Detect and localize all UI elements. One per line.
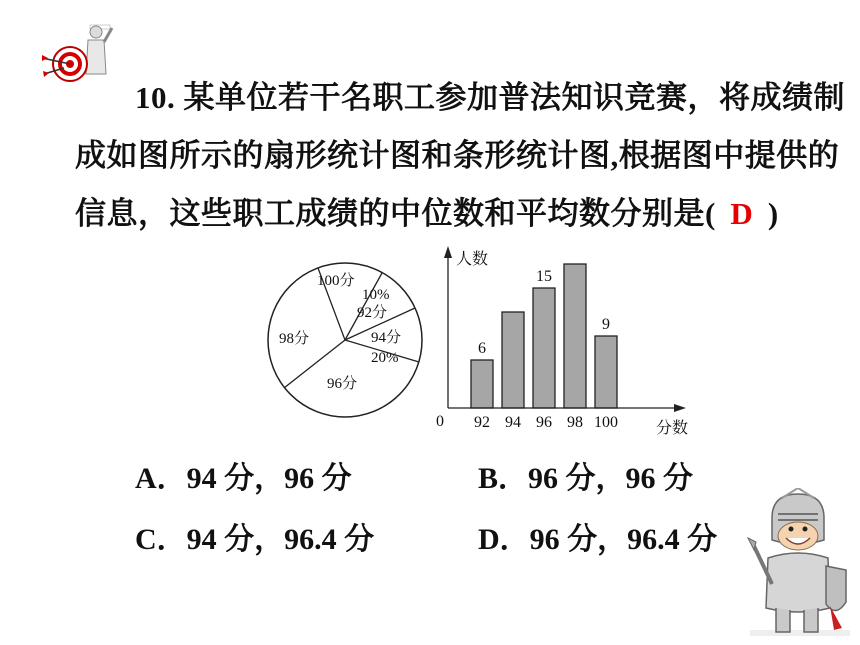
x-axis-label: 分数 (656, 420, 689, 437)
data-label-96: 15 (536, 268, 552, 285)
data-label-100: 9 (602, 316, 610, 333)
data-label-92: 6 (478, 340, 486, 357)
question-line-2 (75, 130, 839, 175)
pie-chart (260, 255, 430, 425)
option-d: D．96 分，96.4 分 (478, 523, 718, 556)
question-number: 10. (135, 80, 176, 115)
option-b: B．96 分，96 分 (478, 462, 694, 495)
x-tick-label-100: 100 (594, 414, 618, 431)
bar-98 (564, 264, 586, 408)
option-a: A．94 分，96 分 (135, 462, 352, 495)
question-line1-text: 某单位若干名职工参加普法知识竞赛，将成绩制 (183, 80, 845, 115)
question-line-1 (135, 72, 845, 117)
pie-label-92: 92分 (357, 305, 388, 321)
question-line3-close: ) (767, 196, 779, 231)
question-line-3 (75, 188, 779, 233)
bar-chart (430, 240, 700, 440)
bar-94 (502, 312, 524, 408)
bar-92 (471, 360, 493, 408)
target-figure-icon (40, 22, 115, 88)
x-tick-label-96: 96 (536, 414, 552, 431)
knight-mascot-icon (742, 488, 854, 640)
question-line3-text: 信息，这些职工成绩的中位数和平均数分别是( (75, 196, 716, 231)
y-axis-label: 人数 (456, 251, 489, 268)
x-tick-label-94: 94 (505, 414, 521, 431)
x-axis-arrow (674, 404, 686, 412)
option-c: C．94 分，96.4 分 (135, 523, 375, 556)
pie-pct-94: 20% (371, 350, 399, 366)
x-tick-label-98: 98 (567, 414, 583, 431)
question-line2-text: 成如图所示的扇形统计图和条形统计图,根据图中提供的 (75, 138, 840, 173)
origin-label: 0 (436, 413, 444, 430)
pie-pct-100: 10% (362, 287, 390, 303)
pie-label-98: 98分 (279, 331, 310, 347)
answer-mark: D (730, 196, 754, 231)
pie-label-96: 96分 (327, 376, 358, 392)
bar-100 (595, 336, 617, 408)
y-axis-arrow (444, 246, 452, 258)
bar-96 (533, 288, 555, 408)
x-tick-label-92: 92 (474, 414, 490, 431)
pie-label-94: 94分 (371, 330, 402, 346)
pie-label-100: 100分 (317, 273, 355, 289)
